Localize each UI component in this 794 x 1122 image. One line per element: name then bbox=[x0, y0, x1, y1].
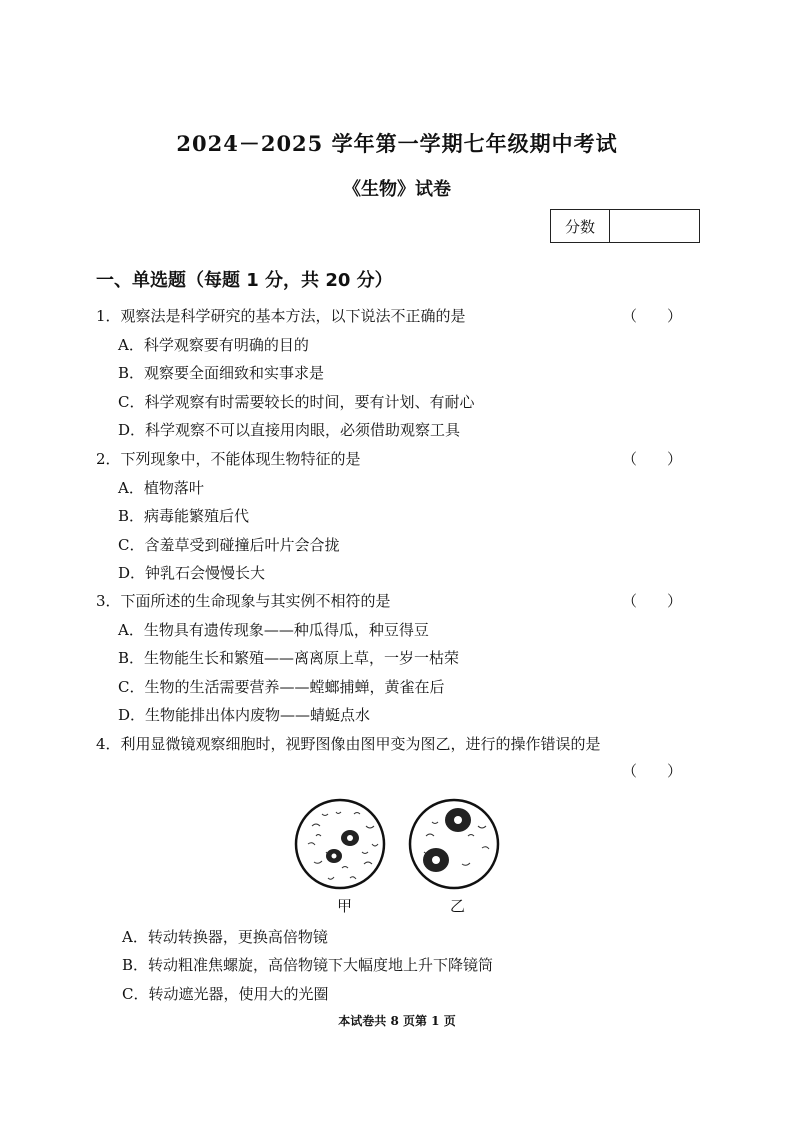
question-3-option-a: A．生物具有遗传现象——种瓜得瓜，种豆得豆 bbox=[118, 621, 429, 639]
figure-label-jia: 甲 bbox=[337, 897, 353, 915]
question-2-option-b: B．病毒能繁殖后代 bbox=[118, 507, 250, 525]
section-heading: 一、单选题（每题 1 分，共 20 分） bbox=[96, 270, 393, 291]
question-2-option-d: D．钟乳石会慢慢长大 bbox=[118, 564, 266, 582]
question-3-option-b: B．生物能生长和繁殖——离离原上草，一岁一枯荣 bbox=[118, 649, 460, 667]
question-2-option-c: C．含羞草受到碰撞后叶片会合拢 bbox=[118, 536, 340, 554]
page-footer: 本试卷共 8 页第 1 页 bbox=[338, 1014, 456, 1028]
score-label: 分数 bbox=[551, 210, 610, 242]
question-1-option-a: A．科学观察要有明确的目的 bbox=[118, 336, 309, 354]
field-jia-image bbox=[296, 800, 384, 888]
question-4-option-b: B．转动粗准焦螺旋，高倍物镜下大幅度地上升下降镜筒 bbox=[122, 956, 494, 974]
microscope-figure bbox=[292, 796, 512, 916]
question-2-option-a: A．植物落叶 bbox=[118, 479, 204, 497]
question-1-answer-paren[interactable]: （ ） bbox=[622, 307, 683, 325]
question-1-stem: 1．观察法是科学研究的基本方法，以下说法不正确的是 bbox=[96, 307, 466, 325]
question-2-answer-paren[interactable]: （ ） bbox=[622, 450, 683, 468]
exam-subtitle: 《生物》试卷 bbox=[343, 179, 451, 200]
score-box bbox=[550, 209, 700, 243]
question-3-answer-paren[interactable]: （ ） bbox=[622, 592, 683, 610]
figure-label-yi: 乙 bbox=[450, 897, 466, 915]
question-1-option-d: D．科学观察不可以直接用肉眼，必须借助观察工具 bbox=[118, 421, 461, 439]
question-1-option-b: B．观察要全面细致和实事求是 bbox=[118, 364, 325, 382]
question-1-option-c: C．科学观察有时需要较长的时间，要有计划、有耐心 bbox=[118, 393, 475, 411]
question-3-stem: 3．下面所述的生命现象与其实例不相符的是 bbox=[96, 592, 391, 610]
question-3-option-d: D．生物能排出体内废物——蜻蜓点水 bbox=[118, 706, 371, 724]
question-4-option-c: C．转动遮光器，使用大的光圈 bbox=[122, 985, 329, 1003]
question-3-option-c: C．生物的生活需要营养——螳螂捕蝉，黄雀在后 bbox=[118, 678, 445, 696]
field-yi-image bbox=[410, 800, 498, 888]
question-4-answer-paren[interactable]: （ ） bbox=[622, 762, 683, 780]
exam-title: 2024－2025 学年第一学期七年级期中考试 bbox=[176, 131, 618, 156]
question-4-stem: 4．利用显微镜观察细胞时，视野图像由图甲变为图乙，进行的操作错误的是 bbox=[96, 735, 601, 753]
score-field[interactable] bbox=[610, 210, 699, 242]
question-2-stem: 2．下列现象中，不能体现生物特征的是 bbox=[96, 450, 361, 468]
question-4-option-a: A．转动转换器，更换高倍物镜 bbox=[122, 928, 328, 946]
